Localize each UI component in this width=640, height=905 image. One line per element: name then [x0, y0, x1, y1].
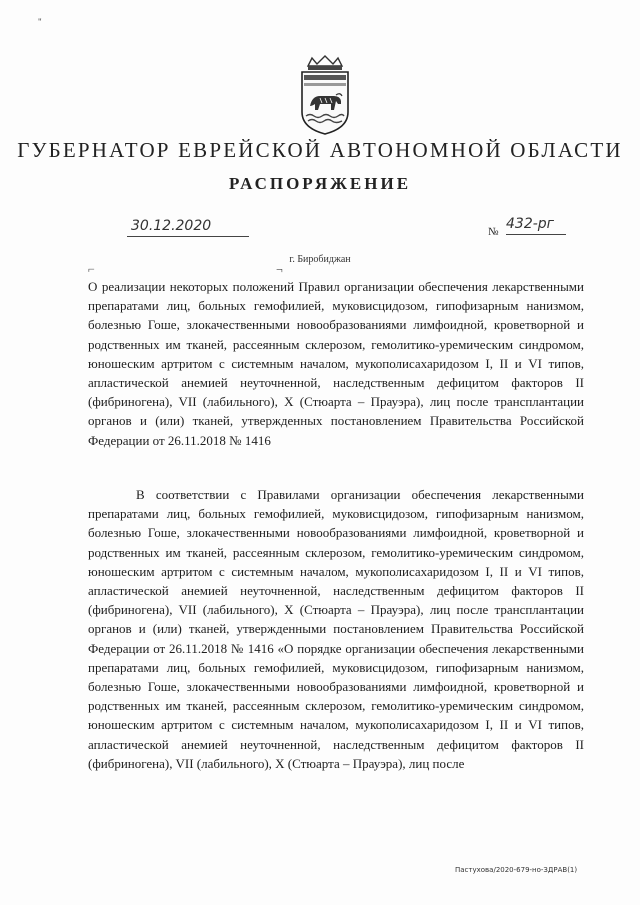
- document-date: 30.12.2020: [127, 218, 249, 237]
- coat-of-arms-icon: [296, 54, 354, 136]
- document-type: РАСПОРЯЖЕНИЕ: [228, 174, 412, 193]
- document-number: 432-рг: [506, 216, 566, 235]
- corner-mark: ": [38, 17, 42, 27]
- document-city: г. Биробиджан: [289, 254, 351, 265]
- document-subject: О реализации некоторых положений Правил организации обеспечения лекарственными препаратами лиц, больных гемофилией, муковисцидозом, гипофизарным нанизмом, болезнью Гоше, злокачественными новообразованиями лимфоидной, кроветворной и родственных им тканей, рассеянным склерозом, гемолитико-уремическим синдромом, юношеским артритом с системным началом, мукополисахаридозом I, II и VI типов, апластической анемией неуточненной, наследственным дефицитом факторов II (фибриногена), VII (лабильного), X (Стюарта – Прауэра), лиц после трансплантации органов и (или) тканей, утвержденных постановлением Правительства Российской Федерации от 26.11.2018 № 1416: [88, 279, 584, 448]
- subject-bracket-right: ¬: [276, 262, 283, 276]
- subject-bracket-left: ⌐: [88, 262, 95, 276]
- governor-heading: ГУБЕРНАТОР ЕВРЕЙСКОЙ АВТОНОМНОЙ ОБЛАСТИ: [17, 138, 623, 162]
- footer-code: Пастухова/2020-679-но-ЗДРАВ(1): [455, 866, 578, 874]
- number-sign: №: [488, 226, 499, 238]
- document-body: В соответствии с Правилами организации обеспечения лекарственными препаратами лиц, больных гемофилией, муковисцидозом, гипофизарным нанизмом, болезнью Гоше, злокачественными новообразованиями лимфоидной, кроветворной и родственных им тканей, рассеянным склерозом, гемолитико-уремическим синдромом, юношеским артритом с системным началом, мукополисахаридозом I, II и VI типов, апластической анемией неуточненной, наследственным дефицитом факторов II (фибриногена), VII (лабильного), X (Стюарта – Прауэра), лиц после трансплантации органов и (или) тканей, утвержденными постановлением Правительства Российской Федерации от 26.11.2018 № 1416 «О порядке организации обеспечения лекарственными препаратами лиц, больных гемофилией, муковисцидозом, гипофизарным нанизмом, болезнью Гоше, злокачественными новообразованиями лимфоидной, кроветворной и родственных им тканей, рассеянным склерозом, гемолитико-уремическим синдромом, юношеским артритом с системным началом, мукополисахаридозом I, II и VI типов, апластической анемией неуточненной, наследственным дефицитом факторов II (фибриногена), VII (лабильного), X (Стюарта – Прауэра), лиц после: [88, 487, 584, 771]
